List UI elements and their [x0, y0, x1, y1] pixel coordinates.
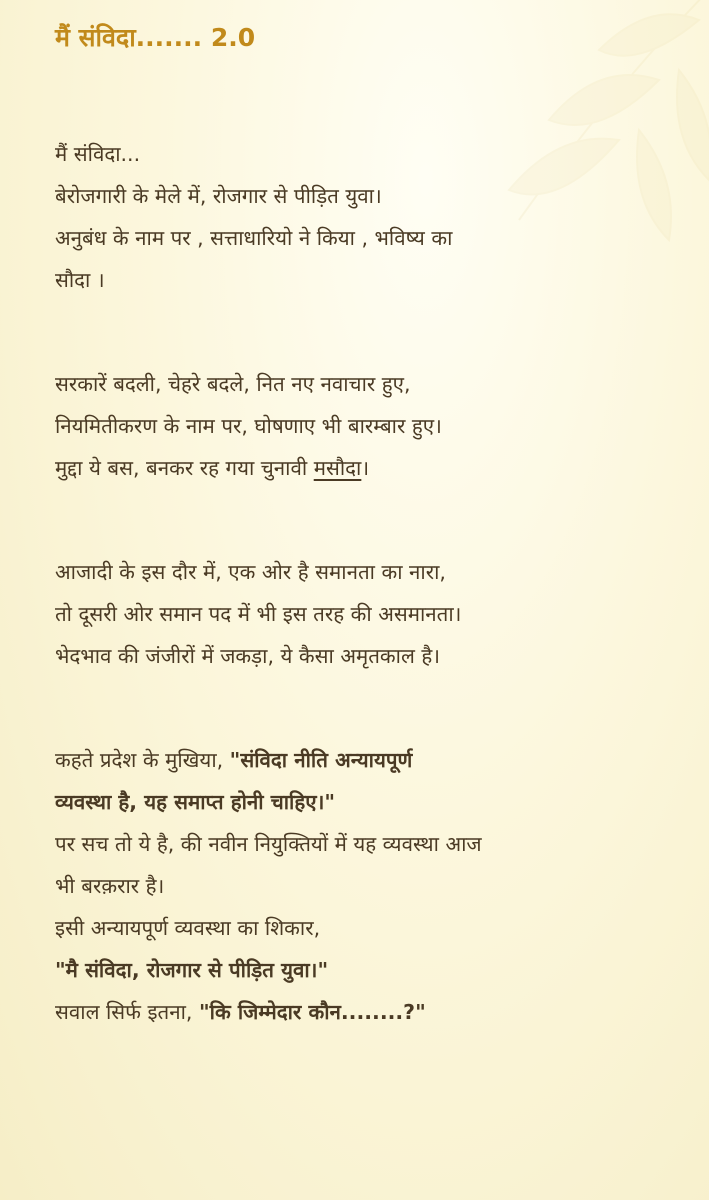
stanza-1 [55, 133, 675, 301]
stanza-4-line-1-text: कहते प्रदेश के मुखिया, [55, 748, 230, 772]
stanza-gap [55, 301, 675, 363]
stanza-2-line-3-end: । [361, 456, 370, 480]
stanza-1-line-2: बेरोजगारी के मेले में, रोजगार से पीड़ित युवा। [55, 184, 382, 208]
stanza-2-line-2: नियमितीकरण के नाम पर, घोषणाए भी बारम्बार हुए। [55, 414, 442, 438]
stanza-4-line-5: "मै संविदा, रोजगार से पीड़ित युवा।" [55, 958, 329, 982]
stanza-1-line-3-continued: सौदा । [55, 268, 105, 292]
stanza-2-line-3-text: मुद्दा ये बस, बनकर रह गया चुनावी [55, 456, 314, 480]
stanza-3-line-3: भेदभाव की जंजीरों में जकड़ा, ये कैसा अमृतकाल है। [55, 644, 441, 668]
stanza-2-line-3 [55, 447, 675, 489]
quote-start: "संविदा नीति अन्यायपूर्ण [229, 748, 413, 772]
poem-title: मैं संविदा....... 2.0 [55, 23, 256, 52]
stanza-4-line-1 [55, 739, 675, 781]
stanza-4-line-6 [55, 991, 675, 1033]
underlined-word: मसौदा [313, 456, 362, 480]
stanza-4 [55, 739, 675, 1033]
stanza-2-line-1: सरकारें बदली, चेहरे बदले, नित नए नवाचार हुए, [55, 372, 411, 396]
stanza-2 [55, 363, 675, 489]
stanza-3 [55, 551, 675, 677]
stanza-4-line-3: पर सच तो ये है, की नवीन नियुक्तियों में यह व्यवस्था आज [55, 832, 482, 856]
stanza-3-line-1: आजादी के इस दौर में, एक ओर है समानता का नारा, [55, 560, 446, 584]
stanza-3-line-2: तो दूसरी ओर समान पद में भी इस तरह की असमानता। [55, 602, 462, 626]
stanza-4-line-4: इसी अन्यायपूर्ण व्यवस्था का शिकार, [55, 916, 321, 940]
stanza-1-line-1: मैं संविदा... [55, 142, 141, 166]
poem-body [55, 133, 675, 1033]
stanza-4-line-3-continued: भी बरक़रार है। [55, 874, 165, 898]
stanza-4-line-2: व्यवस्था है, यह समाप्त होनी चाहिए।" [55, 790, 336, 814]
stanza-gap [55, 677, 675, 739]
closing-question: "कि जिम्मेदार कौन........?" [198, 1000, 426, 1024]
stanza-1-line-3: अनुबंध के नाम पर , सत्ताधारियो ने किया , भविष्य का [55, 226, 453, 250]
stanza-gap [55, 489, 675, 551]
stanza-4-line-6-text: सवाल सिर्फ इतना, [55, 1000, 199, 1024]
